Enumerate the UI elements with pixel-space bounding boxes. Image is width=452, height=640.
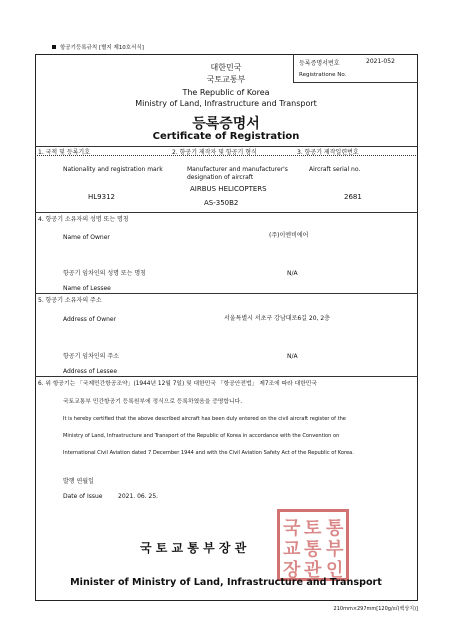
ministry-en: Ministry of Land, Infrastructure and Transport — [135, 99, 317, 108]
certify-en-line2: Ministry of Land, Infrastructure and Transport of the Republic of Korea in accordance with the Convention on — [63, 433, 340, 439]
issue-date-kr: 발행 연월일 — [63, 478, 94, 485]
certify-en-line1: It is hereby certified that the above described aircraft has been duly entered on the civil aircraft register of the — [63, 416, 346, 422]
official-seal-stamp: 국 토 통 교 통 부 장 관 인 — [277, 509, 349, 581]
sec1-col2-head: 2. 항공기 제작자 및 항공기 형식 — [172, 149, 257, 156]
owner-address-value: 서울특별시 서초구 강남대로6길 20, 2층 — [224, 315, 330, 322]
sec5-top-line — [35, 293, 418, 294]
certify-kr-line1: 6. 위 항공기는 「국제민간항공조약」(1944년 12월 7일) 및 대한민국 「항공안전법」 제7조에 따라 대한민국 — [38, 381, 318, 387]
issue-date-value: 2021. 06. 25. — [118, 493, 159, 500]
country-kr: 대한민국 — [210, 63, 242, 72]
issue-date-label: Date of Issue — [63, 493, 103, 500]
lessee-address-label: Address of Lessee — [63, 368, 118, 375]
lessee-address-kr: 항공기 임차인의 주소 — [63, 353, 119, 360]
form-reference: 항공기등록규칙 [별지 제10호서식] — [60, 45, 144, 51]
sec4-head: 4. 항공기 소유자의 성명 또는 명칭 — [38, 216, 129, 223]
certify-en-line3: International Civil Aviation dated 7 December 1944 and with the Civil Aviation Safety Act of the Republic of Korea. — [63, 450, 354, 456]
sec5-head: 5. 항공기 소유자의 주소 — [38, 297, 102, 304]
lessee-name-kr: 항공기 임차인의 성명 또는 명칭 — [63, 270, 146, 277]
lessee-name-label: Name of Lessee — [63, 285, 111, 292]
sec1-col3-head: 3. 항공기 제작일련번호 — [297, 149, 359, 156]
country-en: The Republic of Korea — [182, 88, 270, 97]
minister-title-en: Minister of Ministry of Land, Infrastructure and Transport — [70, 577, 382, 588]
lessee-address-value: N/A — [287, 353, 298, 360]
title-kr: 등록증명서 — [192, 116, 260, 132]
owner-address-label: Address of Owner — [63, 316, 117, 323]
certify-kr-line2: 국토교통부 민간항공기 등록원부에 정식으로 등록하였음을 증명합니다. — [63, 399, 243, 405]
sec4-top-line — [35, 212, 418, 213]
lessee-name-value: N/A — [287, 270, 298, 277]
paper-spec: 210mm×297mm[120g/㎡(백상지)] — [333, 606, 418, 612]
aircraft-model: AS-350B2 — [204, 199, 239, 207]
reg-no-value: 2021-052 — [366, 58, 395, 65]
sec1-col1-head: 1. 국적 및 등록기호 — [38, 149, 91, 156]
bullet-square-icon — [52, 45, 56, 49]
ministry-kr: 국토교통부 — [206, 75, 246, 84]
manufacturer: AIRBUS HELICOPTERS — [190, 185, 267, 193]
minister-title-kr: 국 토 교 통 부 장 관 — [140, 541, 247, 555]
serial-number: 2681 — [344, 193, 362, 201]
sec1-col1-en: Nationality and registration mark — [63, 166, 163, 173]
sec6-top-line — [35, 376, 418, 377]
reg-no-label-en: Registratione No. — [299, 72, 347, 78]
title-en: Certificate of Registration — [152, 131, 300, 142]
owner-name-label: Name of Owner — [63, 234, 110, 241]
owner-name-value: (주)이엔비에어 — [269, 232, 309, 239]
sec1-col2-en: Manufacturer and manufacturer's designation of aircraft — [187, 166, 288, 181]
reg-no-label-kr: 등록증명서번호 — [299, 60, 340, 67]
sec1-col3-en: Aircraft serial no. — [309, 166, 361, 173]
registration-mark: HL9312 — [88, 193, 115, 201]
